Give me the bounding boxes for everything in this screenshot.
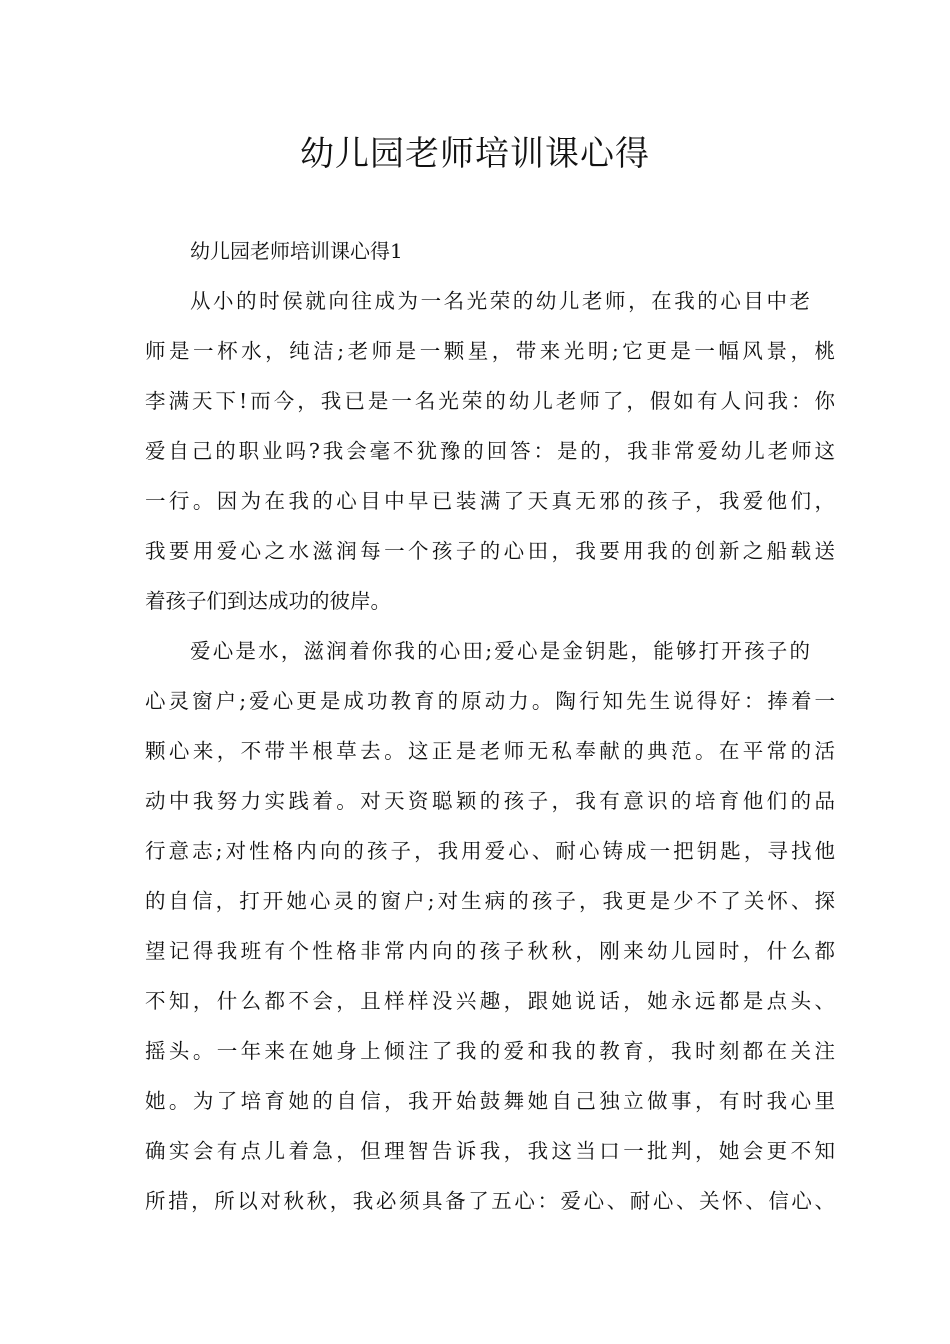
paragraph-1-line: 我要用爱心之水滋润每一个孩子的心田，我要用我的创新之船载送 xyxy=(145,539,835,563)
paragraph-1-line: 从小的时侯就向往成为一名光荣的幼儿老师，在我的心目中老 xyxy=(190,289,810,313)
paragraph-2-line: 所措，所以对秋秋，我必须具备了五心：爱心、耐心、关怀、信心、 xyxy=(145,1189,835,1213)
paragraph-2-line: 行意志;对性格内向的孩子，我用爱心、耐心铸成一把钥匙，寻找他 xyxy=(145,839,835,863)
paragraph-2-line: 不知，什么都不会，且样样没兴趣，跟她说话，她永远都是点头、 xyxy=(145,989,835,1013)
document-title: 幼儿园老师培训课心得 xyxy=(300,134,650,174)
paragraph-2-line: 她。为了培育她的自信，我开始鼓舞她自己独立做事，有时我心里 xyxy=(145,1089,835,1113)
paragraph-2-line: 颗心来，不带半根草去。这正是老师无私奉献的典范。在平常的活 xyxy=(145,739,835,763)
paragraph-1-line: 着孩子们到达成功的彼岸。 xyxy=(145,589,391,613)
paragraph-2-line: 心灵窗户;爱心更是成功教育的原动力。陶行知先生说得好：捧着一 xyxy=(145,689,835,713)
paragraph-1-line: 爱自己的职业吗?我会毫不犹豫的回答：是的，我非常爱幼儿老师这 xyxy=(145,439,835,463)
paragraph-2-line: 望记得我班有个性格非常内向的孩子秋秋，刚来幼儿园时，什么都 xyxy=(145,939,835,963)
paragraph-2-line: 动中我努力实践着。对天资聪颖的孩子，我有意识的培育他们的品 xyxy=(145,789,835,813)
paragraph-2-line: 爱心是水，滋润着你我的心田;爱心是金钥匙，能够打开孩子的 xyxy=(190,639,810,663)
paragraph-1-line: 李满天下!而今，我已是一名光荣的幼儿老师了，假如有人问我：你 xyxy=(145,389,835,413)
paragraph-2-line: 摇头。一年来在她身上倾注了我的爱和我的教育，我时刻都在关注 xyxy=(145,1039,835,1063)
paragraph-2-line: 的自信，打开她心灵的窗户;对生病的孩子，我更是少不了关怀、探 xyxy=(145,889,835,913)
paragraph-2-line: 确实会有点儿着急，但理智告诉我，我这当口一批判，她会更不知 xyxy=(145,1139,835,1163)
paragraph-1-line: 师是一杯水，纯洁;老师是一颗星，带来光明;它更是一幅风景，桃 xyxy=(145,339,835,363)
paragraph-1-line: 一行。因为在我的心目中早已装满了天真无邪的孩子，我爱他们， xyxy=(145,489,835,513)
section-heading: 幼儿园老师培训课心得1 xyxy=(190,239,403,263)
